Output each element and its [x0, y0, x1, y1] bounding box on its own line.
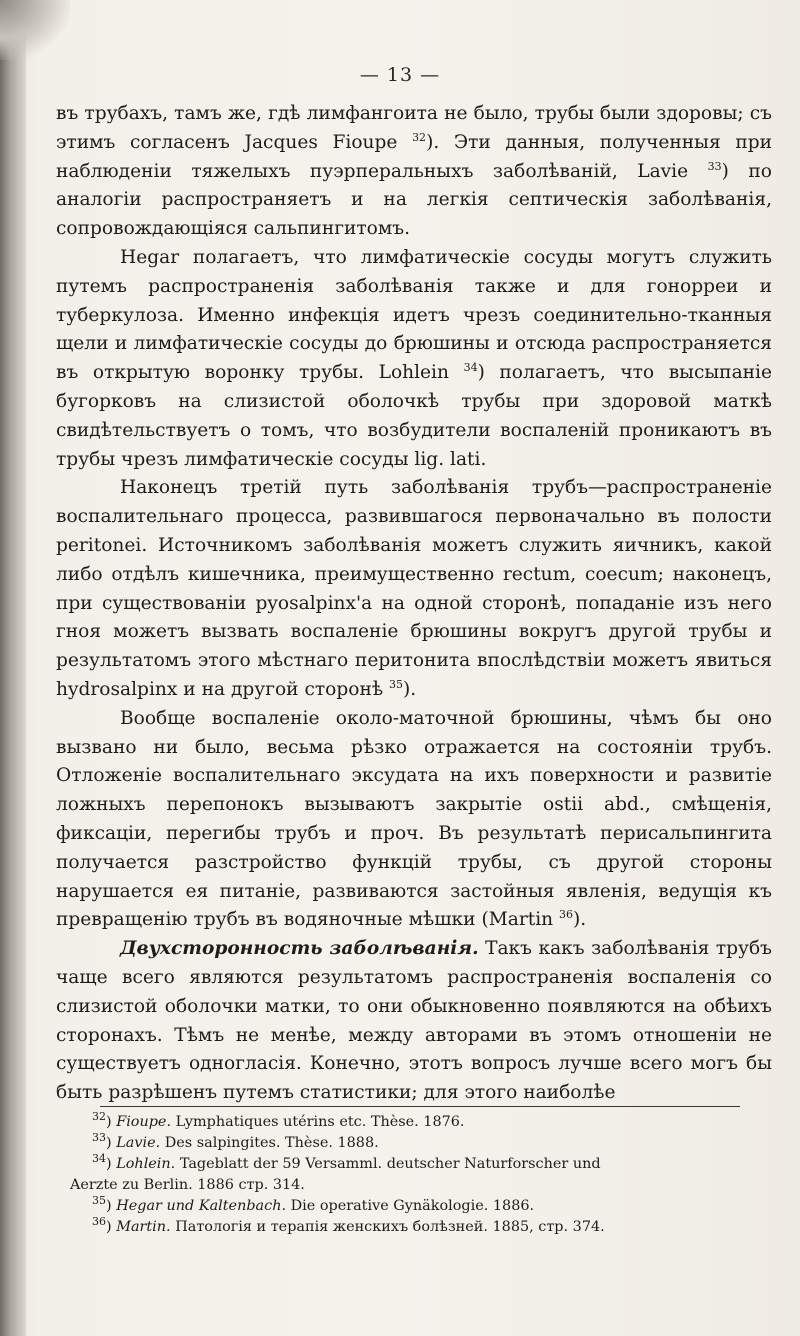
footnote: [92, 1133, 782, 1154]
page-number: — 13 —: [359, 64, 441, 86]
footnote-text: Tageblatt der 59 Versamml. deutscher Naturforscher und: [175, 1156, 601, 1172]
paragraph: [56, 474, 772, 704]
footnote: [70, 1152, 782, 1196]
paragraph-text: въ трубахъ, тамъ же, гдѣ лимфангоита не было, трубы были здоровы; съ этимъ согласенъ Jacques Fiоupe: [56, 103, 772, 153]
footnote-paren: ): [106, 1198, 117, 1214]
footnote-author: Lavie.: [116, 1135, 161, 1151]
paragraph-text: Hegar полагаетъ, что лимфатическіе сосуды могутъ служить путемъ распространенія заболѣванія также и для гонорреи и туберкулоза. Именно инфекція идетъ чрезъ соединительно-тканныя щели и лимфатическіе сосуды до брюшины и отсюда распространяется въ открытую воронку трубы. Lohlein: [56, 246, 772, 384]
section-heading: Двухсторонность заболѣванія.: [120, 938, 479, 960]
footnote: [92, 1196, 782, 1217]
paragraph: [56, 935, 772, 1108]
footnote-author: Fiоupe.: [116, 1114, 172, 1130]
footnote-ref: 33: [707, 159, 722, 173]
paragraph-text: Наконецъ третій путь заболѣванія трубъ—распространеніе воспалительнаго процесса, развившагося первоначально въ полости peritonei. Источникомъ заболѣванія можетъ служить яичникъ, какой либо отдѣлъ кишечника, преимущественно rectum, coecum; наконецъ, при существованіи pyosalpinx'а на одной сторонѣ, попаданіе изъ него гноя можетъ вызвать воспаленіе брюшины вокругъ другой трубы и результатомъ этого мѣстнаго перитонита впослѣдствіи можетъ явиться hydrosalpinx и на другой сторонѣ: [56, 477, 772, 700]
paragraph: [56, 244, 772, 474]
footnote-number: 34: [92, 1152, 106, 1166]
footnote-rule: [100, 1106, 740, 1107]
footnote-ref: 35: [389, 677, 403, 691]
footnote-text: Die operative Gynäkologie. 1886.: [286, 1198, 535, 1214]
footnote-ref: 34: [463, 360, 478, 374]
footnote-paren: ): [106, 1135, 117, 1151]
footnote: [92, 1217, 782, 1238]
paragraph: [56, 100, 772, 244]
footnote-ref: 36: [559, 908, 574, 922]
page-corner-shadow: [0, 0, 70, 60]
paragraph-text: Такъ какъ заболѣванія трубъ чаще всего являются результатомъ распространенія воспаленія со слизистой оболочки матки, то они обыкновенно появляются на обѣихъ сторонахъ. Тѣмъ не менѣе, между авторами въ этомъ отношеніи не существуетъ одногласія. Конечно, этотъ вопросъ лучше всего могъ бы быть разрѣшенъ путемъ статистики; для этого наиболѣе: [56, 938, 772, 1104]
paragraph-text: ).: [403, 678, 417, 700]
footnote: [92, 1112, 782, 1133]
footnote-paren: ): [106, 1156, 117, 1172]
footnote-author: Hegar und Kaltenbach.: [116, 1198, 287, 1214]
footnote-number: 36: [92, 1215, 106, 1229]
paragraph: [56, 705, 772, 935]
footnote-text: Lymphatiques utérins etc. Thèse. 1876.: [171, 1114, 465, 1130]
body-text: [56, 100, 772, 1108]
footnote-text: Des salpingites. Thèse. 1888.: [160, 1135, 379, 1151]
paragraph-text: ).: [573, 909, 587, 931]
paragraph-text: Вообще воспаленіе около-маточной брюшины, чѣмъ бы оно вызвано ни было, весьма рѣзко отражается на состояніи трубъ. Отложеніе воспалительнаго эксудата на ихъ поверхности и развитіе ложныхъ перепонокъ вызываютъ закрытіе ostii abd., смѣщенія, фиксаціи, перегибы трубъ и проч. Въ результатѣ перисальпингита получается разстройство функцій трубы, съ другой стороны нарушается ея питаніе, развиваются застойныя явленія, ведущія къ превращенію трубъ въ водяночные мѣшки (Martin: [56, 707, 772, 931]
footnote-paren: ): [106, 1114, 117, 1130]
footnote-ref: 32: [412, 130, 427, 144]
footnote-number: 32: [92, 1110, 106, 1124]
footnote-number: 35: [92, 1194, 106, 1208]
footnote-text: Патологія и терапія женскихъ болѣзней. 1885, стр. 374.: [170, 1219, 605, 1235]
footnote-paren: ): [106, 1219, 117, 1235]
footnote-author: Martin.: [116, 1219, 171, 1235]
footnote-author: Lohlein.: [116, 1156, 176, 1172]
paragraph-text: ) по аналогіи распространяетъ и на легкія септическія заболѣванія, сопровождающіяся сальпингитомъ.: [56, 160, 772, 240]
paragraph-text: ). Эти данныя, полученныя при наблюденіи тяжелыхъ пуэрперальныхъ заболѣваній, Lavie: [56, 131, 773, 182]
paragraph-text: ) полагаетъ, что высыпаніе бугорковъ на слизистой оболочкѣ трубы при здоровой маткѣ свидѣтельствуетъ о томъ, что возбудители воспаленій проникаютъ въ трубы чрезъ лимфатическіе сосуды lig. lati.: [56, 362, 772, 470]
footnotes: [70, 1110, 782, 1238]
binding-edge: [0, 0, 26, 1336]
footnote-continuation: Aerzte zu Berlin. 1886 стр. 314.: [70, 1177, 305, 1193]
footnote-number: 33: [92, 1131, 106, 1145]
